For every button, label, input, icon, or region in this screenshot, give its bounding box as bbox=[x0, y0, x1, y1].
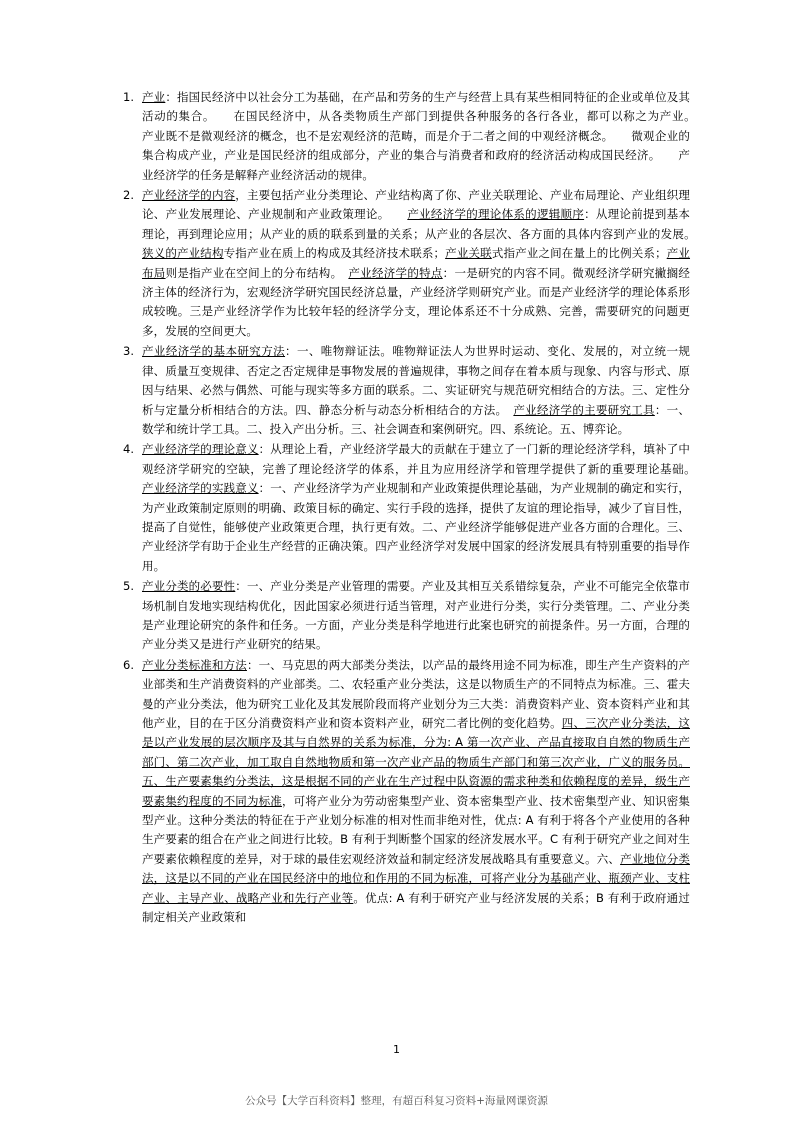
underlined-term: 产业布局 bbox=[142, 246, 691, 280]
underlined-term: 产业经济学的特点 bbox=[348, 265, 443, 280]
page-number: 1 bbox=[393, 1043, 400, 1056]
body-text: ，主要包括产业分类理论、产业结构离了你、产业关联理论、产业布局理论、产业组织理论、产业发展理论、产业规制和产业政策理论。 bbox=[142, 188, 690, 222]
list-item-number: 6. bbox=[123, 657, 134, 672]
list-item bbox=[112, 577, 690, 655]
underlined-term: 产业地位分类法，这是以不同的产业在国民经济中的地位和作用的不同为标准，可将产业分为基础产业、瓶颈产业、支柱产业、主导产业、战略产业和先行产业等 bbox=[142, 851, 690, 905]
list-item-number: 4. bbox=[123, 442, 134, 457]
list-item-paragraph bbox=[142, 440, 714, 576]
underlined-term: 产业经济学的理论意义 bbox=[142, 442, 259, 457]
body-text: ：一、唯物辩证法。唯物辩证法人为世界时运动、变化、发展的，对立统一规律、质量互变规律、否定之否定规律是事物发展的普遍规律，事物之间存在着本质与现象、内容与形式、原因与结果、必然与偶然、可能与现实等多方面的联系。二、实证研究与规范研究相结合的方法。三、定性分析与定量分析相结合的方法。四、静态分析与动态分析相结合的方法。 bbox=[142, 344, 690, 417]
list-item-paragraph bbox=[142, 342, 690, 439]
body-text: 式指产业之间在量上的比例关系； bbox=[491, 246, 667, 261]
list-item bbox=[112, 656, 690, 928]
list-item bbox=[112, 440, 714, 576]
underlined-term: 产业分类标准和方法 bbox=[142, 657, 247, 672]
numbered-list bbox=[112, 88, 714, 927]
list-item-number: 3. bbox=[123, 344, 134, 359]
list-item-number: 1. bbox=[123, 90, 134, 104]
body-text: ：一、马克思的两大部类分类法，以产品的最终用途不同为标准，即生产生产资料的产业部类和生产消费资料的产业部类。二、农轻重产业分类法，这是以物质生产的不同特点为标准。三、霍夫曼的产业分类法，他为研究工业化及其发展阶段而将产业划分为三大类：消费资料产业、资本资料产业和其他产业，目的在于区分消费资料产业和资本资料产业，研究二者比例的变化趋势。 bbox=[142, 657, 690, 730]
list-item-paragraph bbox=[142, 577, 690, 655]
list-item-number: 2. bbox=[123, 188, 134, 203]
body-text: 。优点: A 有利于研究产业与经济发展的关系；B 有利于政府通过制定相关产业政策和 bbox=[142, 890, 690, 925]
document-body bbox=[112, 88, 714, 928]
underlined-term: 四、三次产业分类法，这是以产业发展的层次顺序及其与自然界的关系为标准，分为: A 第一次产业、产品直接取自自然的物质生产部门、第二次产业，加工取自自然地物质和第一次产业产品的物质生产部门和第三次产业，广义的服务员。五、生产要素集约分类法，这是根据不同的产业在生产过程中队资源的需求种类和依赖程度的差异，级生产要素集约程度的不同为标准 bbox=[142, 716, 690, 808]
underlined-term: 产业分类的必要性 bbox=[142, 579, 236, 594]
underlined-term: 产业关联 bbox=[445, 246, 492, 261]
footer-text: 公众号【大学百科资料】整理，有超百科复习资料+海量网课资源 bbox=[245, 1095, 548, 1107]
body-text: ，可将产业分为劳动密集型产业、资本密集型产业、技术密集型产业、知识密集型产业。这种分类法的特征在于产业划分标准的相对性而非绝对性，优点: A 有利于将各个产业使用的各种生产要素的组合在产业之间进行比较。B 有利于判断整个国家的经济发展水平。C 有利于研究产业之间对生产要素依赖程度的差异，对于球的最佳宏观经济效益和制定经济发展战略具有重要意义。六、 bbox=[142, 793, 691, 866]
list-item-paragraph bbox=[142, 656, 690, 928]
list-item bbox=[112, 186, 702, 341]
underlined-term: 产业经济学的实践意义 bbox=[142, 481, 259, 496]
body-text: ：从理论前提到基本理论，再到理论应用；从产业的质的联系到量的关系；从产业的各层次、各方面的具体内容到产业的发展。 bbox=[142, 207, 702, 241]
underlined-term: 产业 bbox=[142, 90, 166, 104]
underlined-term: 产业经济学的主要研究工具 bbox=[513, 402, 655, 417]
list-item-paragraph bbox=[142, 88, 714, 185]
list-item bbox=[112, 342, 690, 439]
list-item-number: 5. bbox=[123, 579, 134, 594]
body-text: ：指国民经济中以社会分工为基础，在产品和劳务的生产与经营上具有某些相同特征的企业或单位及其活动的集合。 在国民经济中，从各类物质生产部门到提供各种服务的各行各业，都可以称之为产业。 产业既不是微观经济的概念，也不是宏观经济的范畴，而是介于二者之间的中观经济概念。 微观企业的集合构成产业，产业是国民经济的组成部分，产业的集合与消费者和政府的经济活动构成国民经济。 产业经济学的任务是解释产业经济活动的规律。 bbox=[142, 90, 714, 182]
underlined-term: 产业经济学的内容 bbox=[142, 188, 236, 203]
underlined-term: 狭义的产业结构 bbox=[142, 246, 224, 261]
footer-note bbox=[0, 1093, 793, 1108]
body-text: ：一是研究的内容不同。微观经济学研究撇搁经济主体的经济行为，宏观经济学研究国民经济总量，产业经济学则研究产业。而是产业经济学的理论体系形成较晚。三是产业经济学作为比较年轻的经济学分支，理论体系还不十分成熟、完善，需要研究的问题更多，发展的空间更大。 bbox=[142, 265, 690, 338]
body-text: 专指产业在质上的构成及其经济技术联系； bbox=[223, 246, 446, 261]
body-text: 则是指产业在空间上的分布结构。 bbox=[165, 265, 349, 280]
list-item-paragraph bbox=[142, 186, 702, 341]
list-item bbox=[112, 88, 714, 185]
body-text: ：一、数学和统计学工具。二、投入产出分析。三、社会调查和案例研究。四、系统论。五、博弈论。 bbox=[142, 402, 690, 436]
underlined-term: 产业经济学的理论体系的逻辑顺序 bbox=[407, 207, 585, 222]
body-text: ：一、产业经济学为产业规制和产业政策提供理论基础，为产业规制的确定和实行，为产业政策制定原则的明确、政策目标的确定、实行手段的选择，提供了友谊的理论指导，减少了盲目性，提高了自觉性，能够使产业政策更合理，执行更有效。二、产业经济学能够促进产业各方面的合理化。三、产业经济学有助于企业生产经营的正确决策。四产业经济学对发展中国家的经济发展具有特别重要的指导作用。 bbox=[142, 481, 690, 573]
body-text: ：从理论上看，产业经济学最大的贡献在于建立了一门新的理论经济学科，填补了中观经济学研究的空缺，完善了理论经济学的体系，并且为应用经济学和管理学提供了新的重要理论基础。 bbox=[142, 442, 714, 476]
body-text: ：一、产业分类是产业管理的需要。产业及其相互关系错综复杂，产业不可能完全依靠市场机制自发地实现结构优化，因此国家必须进行适当管理，对产业进行分类，实行分类管理。二、产业分类是产业理论研究的条件和任务。一方面，产业分类是科学地进行此案也研究的前提条件。另一方面，合理的产业分类又是进行产业研究的结果。 bbox=[142, 579, 690, 652]
underlined-term: 产业经济学的基本研究方法 bbox=[142, 344, 286, 359]
